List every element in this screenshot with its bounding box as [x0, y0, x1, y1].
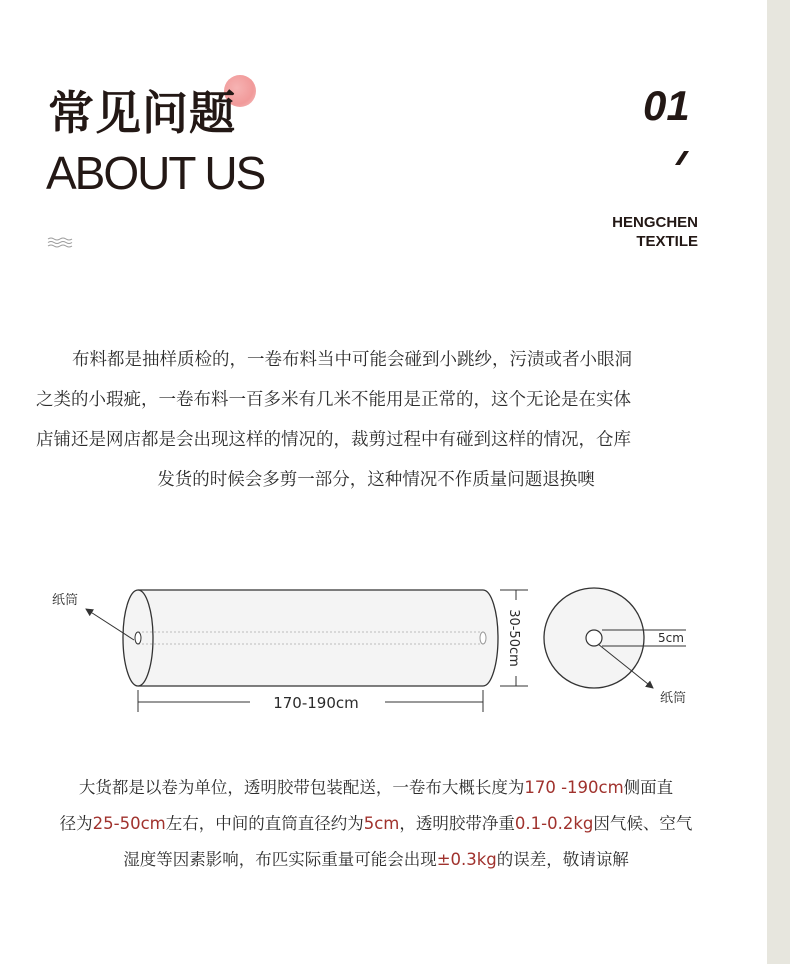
page-title: 常见问题 [48, 86, 236, 140]
detail-line-2 [36, 806, 716, 842]
length-label: 170-190cm [273, 694, 359, 712]
intro-line-2: 之类的小瑕疵，一卷布料一百多米有几米不能用是正常的，这个无论是在实体 [36, 390, 631, 410]
roll-diameter-value: 25-50cm [92, 814, 166, 833]
detail-line-1 [36, 770, 716, 806]
side-strip [767, 0, 790, 964]
diameter-label: 30-50cm [506, 609, 521, 667]
slash-mark-icon [672, 148, 692, 168]
detail-text: ，透明胶带净重 [399, 814, 515, 833]
detail-text: 侧面直 [623, 778, 674, 797]
weight-error-value: ±0.3kg [436, 850, 497, 869]
core-hole-right [480, 632, 486, 644]
section-number: 01 [643, 82, 690, 129]
tape-weight-value: 0.1-0.2kg [514, 814, 594, 833]
core-hole-left [135, 632, 141, 644]
detail-text: 大货都是以卷为单位，透明胶带包装配送，一卷布大概长度为 [78, 778, 525, 797]
detail-paragraph [36, 770, 716, 878]
brand-name [612, 213, 698, 251]
detail-text: 因气候、空气 [593, 814, 693, 833]
core-size-label: 5cm [658, 631, 684, 645]
detail-text: 径为 [59, 814, 93, 833]
core-diameter-value: 5cm [363, 814, 400, 833]
detail-text: 左右，中间的直筒直径约为 [165, 814, 364, 833]
tube-label-right: 纸筒 [660, 691, 687, 706]
fabric-roll-diagram [0, 560, 790, 730]
page-subtitle: ABOUT US [46, 147, 265, 199]
core-circle [586, 630, 602, 646]
intro-paragraph [36, 340, 716, 500]
detail-text: 湿度等因素影响，布匹实际重量可能会出现 [123, 850, 437, 869]
wave-icon [47, 236, 75, 248]
roll-side-view [123, 590, 498, 686]
brand-line-2: TEXTILE [636, 233, 698, 250]
tube-label-left: 纸筒 [52, 593, 79, 608]
intro-line-1: 布料都是抽样质检的，一卷布料当中可能会碰到小跳纱，污渍或者小眼洞 [72, 350, 632, 370]
intro-line-4: 发货的时候会多剪一部分，这种情况不作质量问题退换噢 [157, 470, 595, 490]
detail-line-3 [36, 842, 716, 878]
roll-length-value: 170 -190cm [524, 778, 624, 797]
detail-text: 的误差，敬请谅解 [496, 850, 629, 869]
brand-line-1: HENGCHEN [612, 214, 698, 231]
intro-line-3: 店铺还是网店都是会出现这样的情况的，裁剪过程中有碰到这样的情况，仓库 [36, 430, 631, 450]
